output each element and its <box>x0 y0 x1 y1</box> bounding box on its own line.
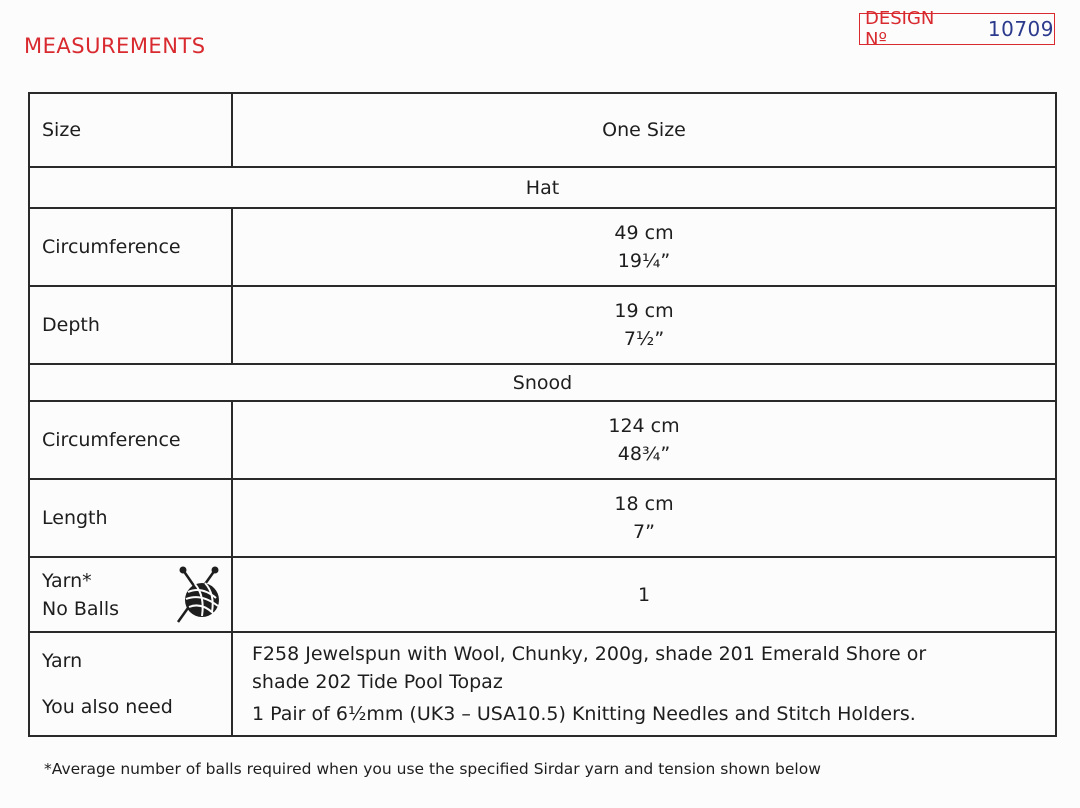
snood-length-label: Length <box>29 479 232 557</box>
section-row-hat <box>29 167 1056 208</box>
yarn-desc-line1: F258 Jewelspun with Wool, Chunky, 200g, shade 201 Emerald Shore or <box>252 643 927 665</box>
snood-length-cm: 18 cm <box>614 493 674 515</box>
yarn-ball-icon <box>175 566 225 624</box>
page-title: MEASUREMENTS <box>24 34 206 58</box>
yarn-labels <box>29 632 232 736</box>
hat-depth-inches: 7½” <box>623 328 665 350</box>
hat-circumference-label: Circumference <box>29 208 232 286</box>
yarn-balls-label-line2: No Balls <box>42 597 120 620</box>
yarn-desc-line2: shade 202 Tide Pool Topaz <box>252 671 503 693</box>
table-row-hat-depth <box>29 286 1056 364</box>
yarn-description <box>232 632 1056 736</box>
table-row-snood-length <box>29 479 1056 557</box>
measurements-table <box>28 92 1057 737</box>
design-number: 10709 <box>987 17 1054 41</box>
hat-depth-cm: 19 cm <box>614 300 674 322</box>
snood-circumference-label: Circumference <box>29 401 232 479</box>
section-snood: Snood <box>29 364 1056 401</box>
yarn-label: Yarn <box>42 650 83 672</box>
also-need-label: You also need <box>42 696 173 718</box>
hat-depth-label: Depth <box>29 286 232 364</box>
design-label: DESIGN Nº <box>865 8 935 50</box>
table-row-snood-circumference <box>29 401 1056 479</box>
also-need-value: 1 Pair of 6½mm (UK3 – USA10.5) Knitting Needles and Stitch Holders. <box>252 703 916 725</box>
section-row-snood <box>29 364 1056 401</box>
table-row-hat-circumference <box>29 208 1056 286</box>
hat-circumference-inches: 19¼” <box>617 250 671 272</box>
snood-circumference-cm: 124 cm <box>608 415 680 437</box>
table-row-yarn-balls <box>29 557 1056 632</box>
hat-depth-value <box>232 286 1056 364</box>
yarn-balls-label-line1: Yarn* <box>42 569 92 592</box>
size-label: Size <box>29 93 232 167</box>
table-row-yarn <box>29 632 1056 736</box>
section-hat: Hat <box>29 167 1056 208</box>
snood-length-inches: 7” <box>633 521 655 543</box>
snood-circumference-value <box>232 401 1056 479</box>
snood-circumference-inches: 48¾” <box>617 443 671 465</box>
size-value: One Size <box>232 93 1056 167</box>
design-number-box <box>859 8 1055 50</box>
snood-length-value <box>232 479 1056 557</box>
hat-circumference-value <box>232 208 1056 286</box>
table-row-size <box>29 93 1056 167</box>
hat-circumference-cm: 49 cm <box>614 222 674 244</box>
yarn-balls-value: 1 <box>232 557 1056 632</box>
footnote: *Average number of balls required when you use the specified Sirdar yarn and tension shown below <box>44 760 821 778</box>
yarn-balls-label <box>29 557 232 632</box>
